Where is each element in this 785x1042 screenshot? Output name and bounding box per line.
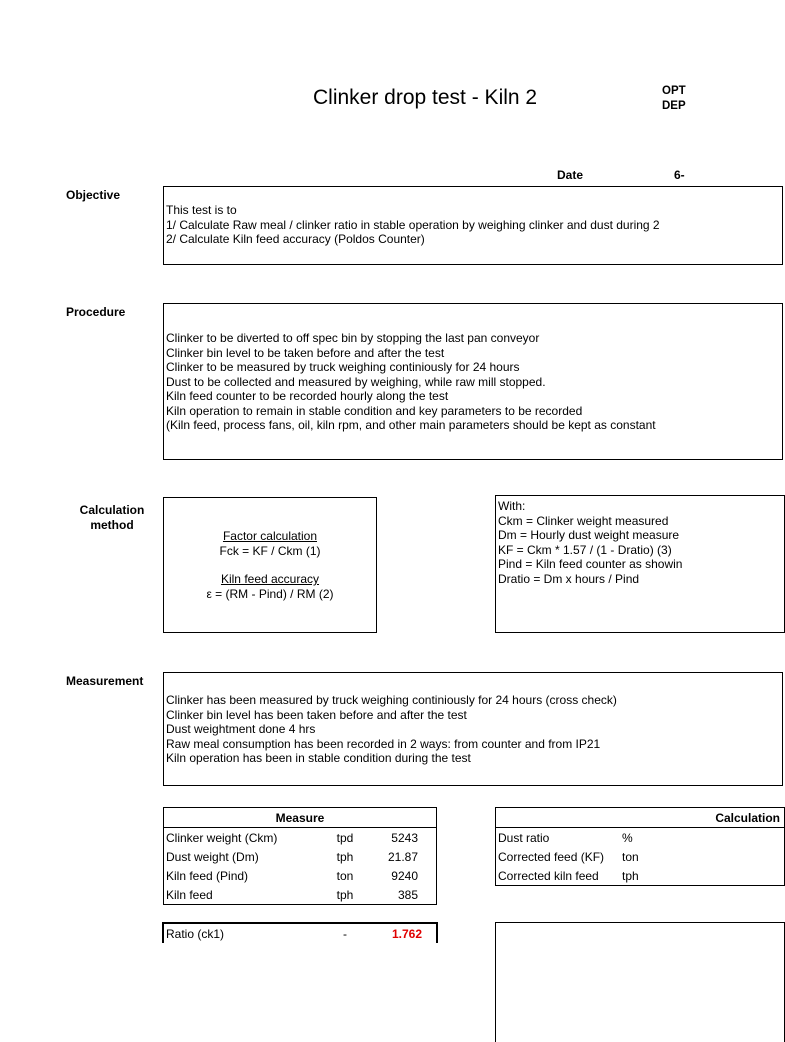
- objective-line: 2/ Calculate Kiln feed accuracy (Poldos Counter): [166, 232, 425, 246]
- definition-line: KF = Ckm * 1.57 / (1 - Dratio) (3): [498, 542, 672, 557]
- date-label: Date: [557, 168, 584, 182]
- measurement-line: Clinker has been measured by truck weighing continiously for 24 hours (cross check): [166, 693, 617, 707]
- table-row: [164, 885, 437, 905]
- procedure-box: [163, 303, 783, 460]
- definition-line: Dratio = Dm x hours / Pind: [498, 571, 640, 586]
- procedure-line: Clinker to be diverted to off spec bin by stopping the last pan conveyor: [166, 331, 540, 345]
- factor-title: Factor calculation: [222, 529, 318, 543]
- procedure-label: Procedure: [66, 305, 126, 319]
- ratio-value: 1.762: [391, 926, 422, 941]
- objective-line: 1/ Calculate Raw meal / clinker ratio in stable operation by weighing clinker and dust during 2: [166, 217, 660, 232]
- measure-name: Dust weight (Dm): [166, 849, 259, 864]
- procedure-line: Dust to be collected and measured by weighing, while raw mill stopped.: [166, 374, 546, 389]
- measure-value: 385: [397, 887, 418, 902]
- calc-table-header-row: [496, 808, 785, 828]
- definition-line: Dm = Hourly dust weight measure: [498, 528, 680, 542]
- measurement-line: Clinker bin level has been taken before and after the test: [166, 707, 467, 722]
- measure-value: 9240: [391, 868, 418, 883]
- measure-table-header: Measure: [164, 808, 437, 828]
- measurement-line: Kiln operation has been in stable condition during the test: [166, 751, 471, 765]
- procedure-line: Kiln feed counter to be recorded hourly along the test: [166, 389, 449, 403]
- calculation-label-line1: Calculation: [79, 503, 145, 517]
- table-row: [164, 828, 437, 848]
- table-row: [496, 828, 785, 848]
- procedure-line: (Kiln feed, process fans, oil, kiln rpm, and other main parameters should be kept as constant: [166, 418, 656, 432]
- objective-line: This test is to: [166, 203, 237, 217]
- calc-name: Dust ratio: [498, 830, 550, 845]
- objective-label: Objective: [66, 188, 121, 202]
- definition-line: With:: [498, 499, 526, 513]
- calc-table: [495, 807, 785, 886]
- page-title: Clinker drop test - Kiln 2: [313, 86, 538, 109]
- accuracy-title: Kiln feed accuracy: [220, 572, 320, 586]
- ratio-unit: -: [343, 926, 347, 941]
- date-value: 6-: [674, 168, 685, 182]
- calculation-label: [72, 503, 152, 533]
- ratio-row: [163, 923, 437, 943]
- measure-value: 21.87: [387, 849, 418, 864]
- calc-name: Corrected kiln feed: [498, 868, 599, 883]
- factor-formula: Fck = KF / Ckm (1): [219, 543, 321, 558]
- calculation-label-line2: method: [90, 518, 134, 532]
- measure-table: [163, 807, 437, 905]
- procedure-line: Kiln operation to remain in stable condition and key parameters to be recorded: [166, 403, 583, 418]
- calc-unit: ton: [622, 849, 639, 864]
- measure-name: Kiln feed: [166, 887, 213, 902]
- formula-box: [163, 497, 377, 633]
- measure-unit: tph: [336, 887, 354, 902]
- measure-unit: tph: [336, 849, 354, 864]
- calc-unit: tph: [622, 868, 639, 883]
- definition-line: Ckm = Clinker weight measured: [498, 513, 669, 528]
- measurement-label: Measurement: [66, 674, 144, 688]
- measurement-line: Raw meal consumption has been recorded in 2 ways: from counter and from IP21: [166, 736, 601, 751]
- ratio-table: [162, 922, 438, 943]
- procedure-line: Clinker to be measured by truck weighing continiously for 24 hours: [166, 360, 520, 374]
- table-row: [164, 847, 437, 866]
- measure-name: Kiln feed (Pind): [166, 868, 249, 883]
- measurement-box: [163, 672, 783, 786]
- measure-unit: ton: [336, 868, 354, 883]
- accuracy-formula: ε = (RM - Pind) / RM (2): [206, 586, 334, 601]
- procedure-line: Clinker bin level to be taken before and after the test: [166, 345, 445, 360]
- top-right-line1: OPT: [662, 85, 686, 97]
- table-row: [496, 847, 785, 866]
- result-box: [495, 922, 785, 1042]
- top-right-text: [662, 84, 686, 114]
- calc-table-header: Calculation: [496, 808, 785, 828]
- measure-name: Clinker weight (Ckm): [166, 830, 278, 845]
- top-right-line2: DEP: [662, 100, 686, 112]
- calc-name: Corrected feed (KF): [498, 849, 605, 864]
- table-row: [496, 866, 785, 886]
- table-row: [164, 866, 437, 885]
- measure-table-header-row: [164, 808, 437, 828]
- objective-box: [163, 186, 783, 265]
- measure-value: 5243: [391, 830, 418, 845]
- measurement-line: Dust weightment done 4 hrs: [166, 722, 316, 736]
- ratio-name: Ratio (ck1): [166, 926, 225, 941]
- calc-unit: %: [622, 830, 633, 845]
- definition-line: Pind = Kiln feed counter as showin: [498, 557, 683, 571]
- definitions-box: [495, 495, 785, 633]
- measure-unit: tpd: [336, 830, 354, 845]
